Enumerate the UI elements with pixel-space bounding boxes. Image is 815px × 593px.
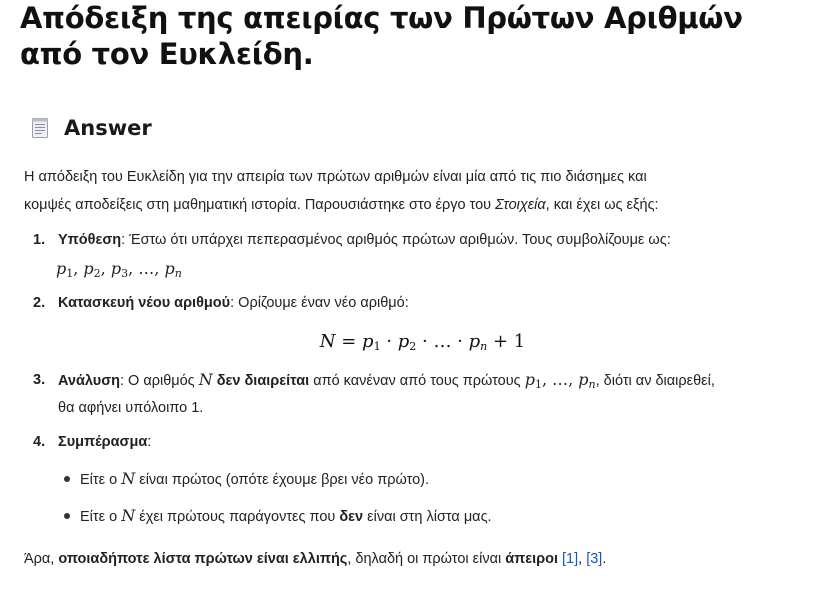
intro-emphasis: Στοιχεία <box>495 197 546 213</box>
bullet-item-2: Είτε ο N έχει πρώτους παράγοντες που δεν είναι στη λίστα μας. <box>80 506 492 525</box>
page-title <box>20 0 800 72</box>
step-3: Ανάλυση: Ο αριθμός N δεν διαιρείται από κανέναν από τους πρώτους $p_1$, …, pn, διότι αν διαιρεθεί, <box>58 370 715 391</box>
bullet-dot-1 <box>64 476 70 482</box>
step-3-bold: δεν διαιρείται <box>216 373 310 389</box>
citation-1[interactable]: [1] <box>562 551 579 567</box>
step-number-2: 2. <box>33 295 46 311</box>
step-3-text: : Ο αριθμός <box>119 373 199 389</box>
step-2-text: : Ορίζουμε έναν νέο αριθμό: <box>230 295 409 311</box>
title-line-1: Απόδειξη της απειρίας των Πρώτων Αριθμών <box>20 1 743 35</box>
conclusion: Άρα, οποιαδήποτε λίστα πρώτων είναι ελλιπής, δηλαδή οι πρώτοι είναι άπειροι [1], [3]. <box>24 551 607 567</box>
math-N: N <box>198 370 213 389</box>
conclusion-bold-1: οποιαδήποτε λίστα πρώτων είναι ελλιπής <box>58 551 348 567</box>
intro-line-1: Η απόδειξη του Ευκλείδη για την απειρία των πρώτων αριθμών είναι μία από τις πιο διάσημες και <box>24 169 647 185</box>
step-2-formula: $N = p_1 \cdot p_2$ · … · pn + 1 <box>319 331 526 353</box>
step-4-colon: : <box>147 434 152 450</box>
step-1-text: : Έστω ότι υπάρχει πεπερασμένος αριθμός πρώτων αριθμών. Τους συμβολίζουμε ως: <box>121 232 671 248</box>
intro-text-end: , και έχει ως εξής: <box>545 197 659 213</box>
step-number-4: 4. <box>33 434 46 450</box>
answer-label: Answer <box>64 116 152 140</box>
answer-heading <box>32 116 152 140</box>
step-3-text-b: από κανέναν από τους πρώτους <box>309 373 525 389</box>
step-3-text-c: , διότι αν διαιρεθεί, <box>595 373 715 389</box>
intro-text: κομψές αποδείξεις στη μαθηματική ιστορία. Παρουσιάστηκε στο έργο του <box>24 197 496 213</box>
step-number-1: 1. <box>33 232 46 248</box>
step-number-3: 3. <box>33 372 46 388</box>
step-4-heading: Συμπέρασμα <box>58 434 148 450</box>
step-3-heading: Ανάλυση <box>58 373 120 389</box>
bullet-dot-2 <box>64 513 70 519</box>
bullet-item-1: Είτε ο N είναι πρώτος (οπότε έχουμε βρει νέο πρώτο). <box>80 469 430 488</box>
title-line-2: από τον Ευκλείδη. <box>20 37 314 71</box>
intro-line-2 <box>24 191 794 219</box>
document-icon <box>32 118 48 138</box>
conclusion-bold-2: άπειροι <box>505 551 558 567</box>
intro-paragraph <box>24 163 794 219</box>
step-1-heading: Υπόθεση <box>58 232 122 248</box>
citation-3[interactable]: [3] <box>586 551 603 567</box>
step-1-formula: $p_1$, $p_2$, $p_3$, …, pn <box>56 259 182 280</box>
step-2-heading: Κατασκευή νέου αριθμού <box>58 295 231 311</box>
step-1 <box>58 226 671 254</box>
step-3-line-2: θα αφήνει υπόλοιπο 1. <box>58 400 204 416</box>
step-2 <box>58 289 409 317</box>
step-4 <box>58 428 151 456</box>
